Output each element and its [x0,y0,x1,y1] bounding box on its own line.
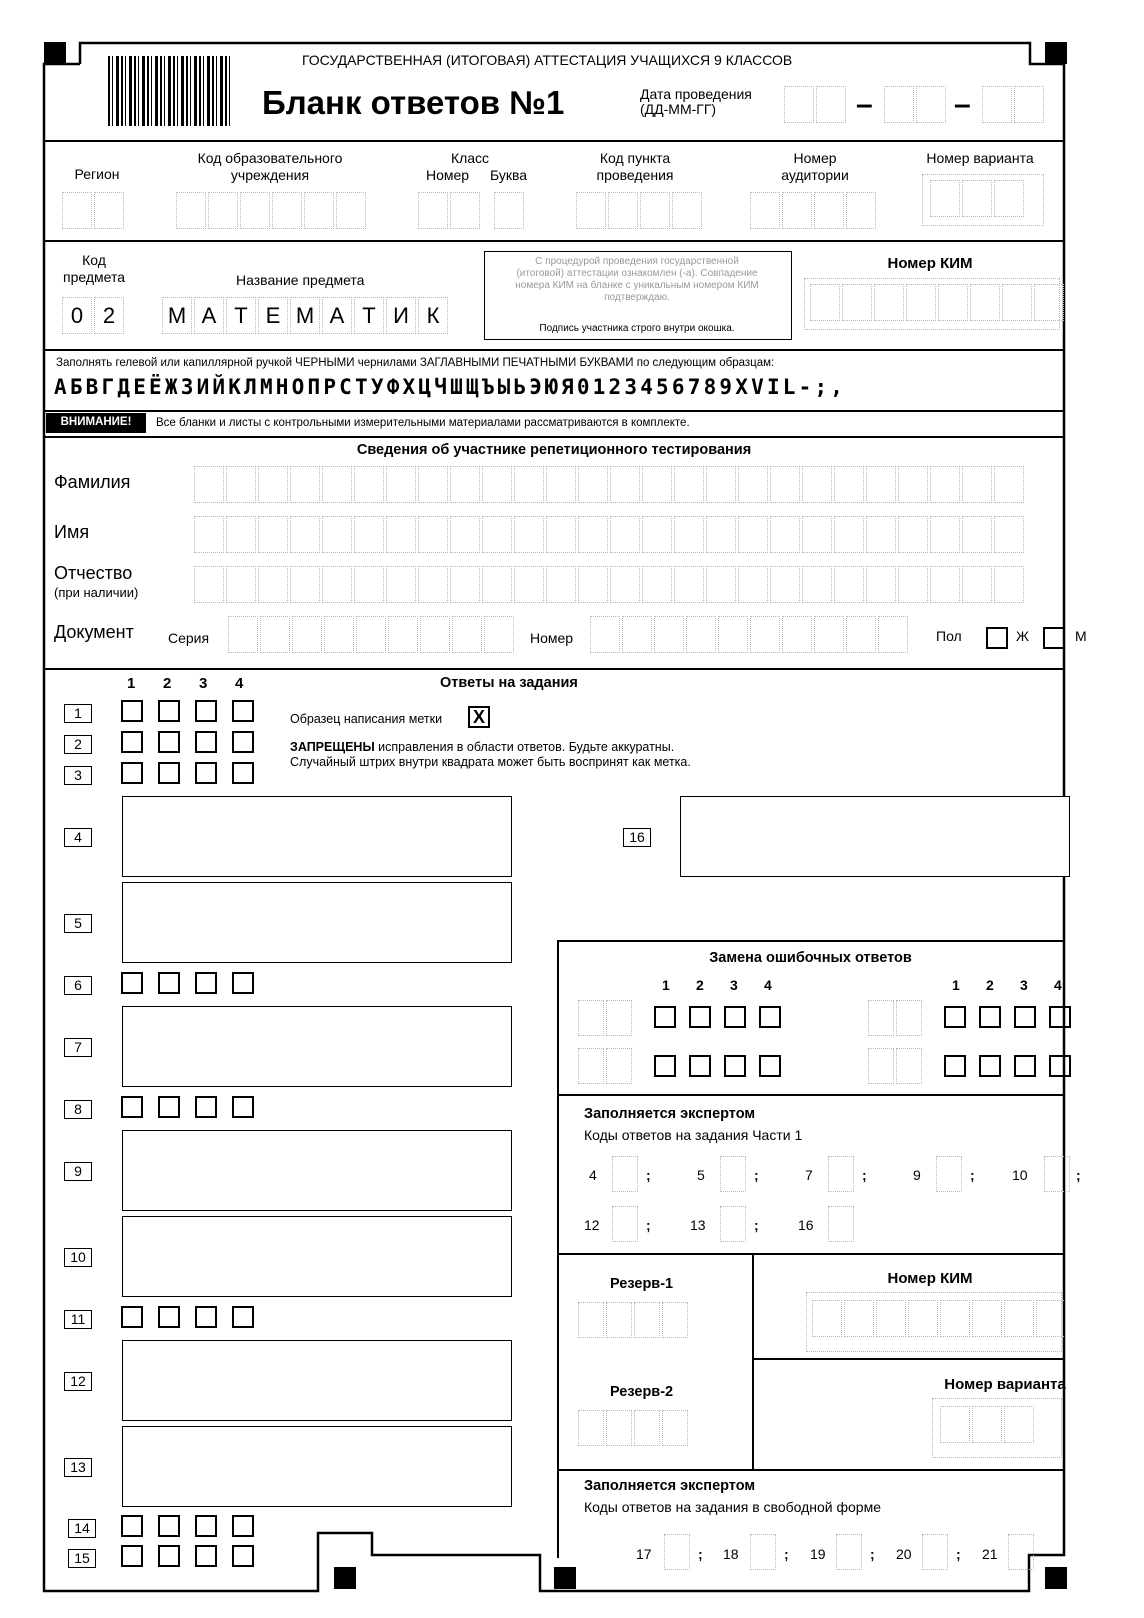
expert2-subtitle: Коды ответов на задания в свободной форме [584,1499,881,1515]
gender-label: Пол [936,628,962,644]
expert1-code-cell[interactable] [612,1206,640,1242]
task-16-answer-box[interactable] [680,796,1070,877]
barcode [108,56,230,126]
warning-bold: ЗАПРЕЩЕНЫ [290,740,375,754]
reserve-variant-label: Номер варианта [944,1376,1066,1393]
expert1-code-label: 10 [1012,1167,1028,1183]
task-number: 10 [64,1248,92,1267]
task-11-options[interactable] [121,1306,254,1328]
reserve2-label: Резерв-2 [610,1384,674,1400]
task-12-answer-box[interactable] [122,1340,512,1421]
class-number-cells[interactable] [418,192,482,229]
divider [44,140,1064,142]
expert2-code-cell[interactable] [664,1534,692,1570]
replacement-options[interactable] [654,1055,781,1077]
document-number-cells[interactable] [590,616,910,653]
room-number-cells[interactable] [750,192,878,229]
expert2-code-cell[interactable] [750,1534,778,1570]
separator: ; [754,1217,759,1233]
subject-code-digit: 2 [94,297,124,334]
task-1-options[interactable] [121,700,254,722]
task-number: 13 [64,1458,92,1477]
task-5-answer-box[interactable] [122,882,512,963]
class-label: Класс [450,150,490,166]
kim-cells[interactable] [810,284,1066,321]
task-number: 16 [623,828,651,847]
expert1-code-cell[interactable] [828,1156,856,1192]
warning-rest: исправления в области ответов. Будьте аккуратны. [374,740,675,754]
expert1-title: Заполняется экспертом [584,1106,756,1122]
task-number: 6 [64,976,92,995]
expert2-code-cell[interactable] [922,1534,950,1570]
task-number: 7 [64,1038,92,1057]
reserve1-cells[interactable] [578,1302,690,1338]
separator: ; [1076,1167,1081,1183]
form-title: Бланк ответов №1 [262,84,565,121]
expert1-code-cell[interactable] [936,1156,964,1192]
patronymic-cells[interactable] [194,566,1026,603]
separator: ; [956,1546,961,1562]
task-8-options[interactable] [121,1096,254,1118]
expert2-code-label: 18 [723,1546,739,1562]
separator: ; [646,1167,651,1183]
replacement-option-header: 3 [730,977,738,993]
replacement-options[interactable] [654,1006,781,1028]
date-day-cells[interactable] [784,86,848,123]
date-dash-2: – [954,88,971,121]
subject-name-letter: М [290,297,320,334]
task-number: 3 [64,766,92,785]
exam-title: ГОСУДАРСТВЕННАЯ (ИТОГОВАЯ) АТТЕСТАЦИЯ УЧАЩИХСЯ 9 КЛАССОВ [302,52,793,68]
subject-name-field[interactable] [162,297,450,334]
panel-divider [557,1469,1064,1471]
gender-male-checkbox[interactable] [1043,627,1065,649]
task-number: 9 [64,1162,92,1181]
surname-label: Фамилия [54,472,131,492]
region-label: Регион [74,166,120,182]
divider [44,436,1064,438]
point-code-cells[interactable] [576,192,704,229]
sample-mark-box: X [468,706,490,728]
replacement-options[interactable] [944,1055,1071,1077]
date-year-cells[interactable] [982,86,1046,123]
subject-name-letter: Т [226,297,256,334]
expert1-code-cell[interactable] [720,1156,748,1192]
task-number: 2 [64,735,92,754]
task-9-answer-box[interactable] [122,1130,512,1211]
replacement-title: Замена ошибочных ответов [709,950,912,966]
panel-divider [557,1253,1064,1255]
separator: ; [698,1546,703,1562]
panel-divider [557,940,559,1558]
surname-cells[interactable] [194,466,1026,503]
series-label: Серия [168,630,210,646]
expert2-title: Заполняется экспертом [584,1478,756,1494]
reserve-variant-cells[interactable] [940,1406,1036,1443]
expert1-subtitle: Коды ответов на задания Части 1 [584,1127,803,1143]
patronymic-label: Отчество [54,563,133,583]
separator: ; [870,1546,875,1562]
reserve1-label: Резерв-1 [610,1276,674,1292]
task-7-answer-box[interactable] [122,1006,512,1087]
class-letter-label: Буква [490,167,528,183]
gender-female-label: Ж [1016,628,1029,644]
room-number-label: Номер аудитории [781,150,849,183]
expert1-code-label: 13 [690,1217,706,1233]
expert1-code-cell[interactable] [1044,1156,1072,1192]
date-month-cells[interactable] [884,86,948,123]
region-cells[interactable] [62,192,126,229]
reserve2-cells[interactable] [578,1410,690,1446]
replacement-task-cells[interactable] [578,1048,634,1084]
date-dash-1: – [856,88,873,121]
replacement-option-header: 4 [1054,977,1062,993]
replacement-option-header: 1 [952,977,960,993]
expert1-code-label: 4 [589,1167,597,1183]
task-number: 12 [64,1372,92,1391]
sample-mark-label: Образец написания метки [290,712,443,726]
attention-text: Все бланки и листы с контрольными измерительными материалами рассматриваются в комплекте. [156,417,690,429]
document-series-cells[interactable] [228,616,516,653]
expert2-code-label: 19 [810,1546,826,1562]
subject-name-letter: А [194,297,224,334]
divider [44,410,1064,412]
variant-number-label: Номер варианта [926,150,1034,166]
option-header: 4 [235,675,244,692]
task-15-options[interactable] [121,1545,254,1567]
task-4-answer-box[interactable] [122,796,512,877]
warning-line-2: Случайный штрих внутри квадрата может быть воспринят как метка. [290,755,691,769]
point-code-label: Код пункта проведения [596,150,674,183]
school-code-cells[interactable] [176,192,368,229]
answers-section-title: Ответы на задания [440,675,578,691]
reserve-kim-label: Номер КИМ [887,1270,973,1287]
date-format: (ДД-ММ-ГГ) [640,101,717,117]
task-number: 1 [64,704,92,723]
expert2-code-label: 21 [982,1546,998,1562]
number-label: Номер [530,630,574,646]
task-13-answer-box[interactable] [122,1426,512,1507]
replacement-option-header: 2 [696,977,704,993]
name-cells[interactable] [194,516,1026,553]
task-number: 4 [64,828,92,847]
gender-female-checkbox[interactable] [986,627,1008,649]
expert2-code-label: 20 [896,1546,912,1562]
task-2-options[interactable] [121,731,254,753]
task-number: 5 [64,914,92,933]
replacement-option-header: 1 [662,977,670,993]
subject-code-field[interactable] [62,297,126,334]
panel-divider [557,940,1064,942]
attention-label: ВНИМАНИЕ! [60,416,132,428]
warning-text [290,740,674,754]
consent-text: С процедурой проведения государственной (итоговой) аттестации ознакомлен (-а). Совпадение номера КИМ на бланке с уникальным номером КИМ подтверждаю. [515,256,759,303]
replacement-option-header: 4 [764,977,772,993]
subject-name-letter: Т [354,297,384,334]
expert1-code-label: 5 [697,1167,705,1183]
task-6-options[interactable] [121,972,254,994]
panel-divider [752,1253,754,1469]
replacement-task-cells[interactable] [868,1000,924,1036]
subject-code-digit: 0 [62,297,92,334]
expert1-code-label: 12 [584,1217,600,1233]
expert1-code-cell[interactable] [828,1206,856,1242]
option-header: 3 [199,675,208,692]
variant-number-cells[interactable] [930,180,1026,217]
patronymic-note: (при наличии) [54,585,139,600]
signature-label: Подпись участника строго внутри окошка. [539,323,735,334]
expert1-code-label: 7 [805,1167,813,1183]
replacement-option-header: 3 [1020,977,1028,993]
subject-name-label: Название предмета [236,272,365,288]
date-label: Дата проведения [640,86,752,102]
document-label: Документ [54,622,134,642]
subject-name-letter: К [418,297,448,334]
separator: ; [754,1167,759,1183]
task-number: 14 [68,1519,96,1538]
divider [44,349,1064,351]
class-number-label: Номер [426,167,470,183]
expert1-code-label: 16 [798,1217,814,1233]
class-letter-cells[interactable] [494,192,526,229]
fill-instructions: Заполнять гелевой или капиллярной ручкой ЧЕРНЫМИ чернилами ЗАГЛАВНЫМИ ПЕЧАТНЫМИ БУКВАМИ по следующим образцам: [56,357,775,369]
divider [44,240,1064,242]
panel-divider [752,1358,1064,1360]
expert2-code-cell[interactable] [836,1534,864,1570]
task-14-options[interactable] [121,1515,254,1537]
kim-label: Номер КИМ [887,255,973,272]
expert2-code-label: 17 [636,1546,652,1562]
replacement-options[interactable] [944,1006,1071,1028]
divider [44,668,1064,670]
task-10-answer-box[interactable] [122,1216,512,1297]
name-label: Имя [54,522,90,542]
task-3-options[interactable] [121,762,254,784]
replacement-task-cells[interactable] [868,1048,924,1084]
separator: ; [784,1546,789,1562]
gender-male-label: М [1075,628,1087,644]
replacement-task-cells[interactable] [578,1000,634,1036]
task-number: 8 [64,1100,92,1119]
subject-name-letter: М [162,297,192,334]
option-header: 1 [127,675,136,692]
sample-glyphs: АБВГДЕЁЖЗИЙКЛМНОПРСТУФХЦЧШЩЪЫЬЭЮЯ0123456789XVIL-;, [54,375,847,399]
task-number: 15 [68,1549,96,1568]
panel-divider [557,1094,1064,1096]
task-number: 11 [64,1310,92,1329]
subject-name-letter: И [386,297,416,334]
subject-name-letter: Е [258,297,288,334]
subject-code-label: Код предмета [62,252,125,285]
school-code-label: Код образовательного учреждения [197,150,343,183]
separator: ; [970,1167,975,1183]
replacement-option-header: 2 [986,977,994,993]
expert1-code-cell[interactable] [612,1156,640,1192]
participant-section-title: Сведения об участнике репетиционного тестирования [356,442,752,458]
expert1-code-label: 9 [913,1167,921,1183]
reserve-kim-cells[interactable] [812,1300,1068,1337]
expert2-code-cell[interactable] [1008,1534,1036,1570]
separator: ; [862,1167,867,1183]
option-header: 2 [163,675,172,692]
subject-name-letter: А [322,297,352,334]
separator: ; [646,1217,651,1233]
expert1-code-cell[interactable] [720,1206,748,1242]
